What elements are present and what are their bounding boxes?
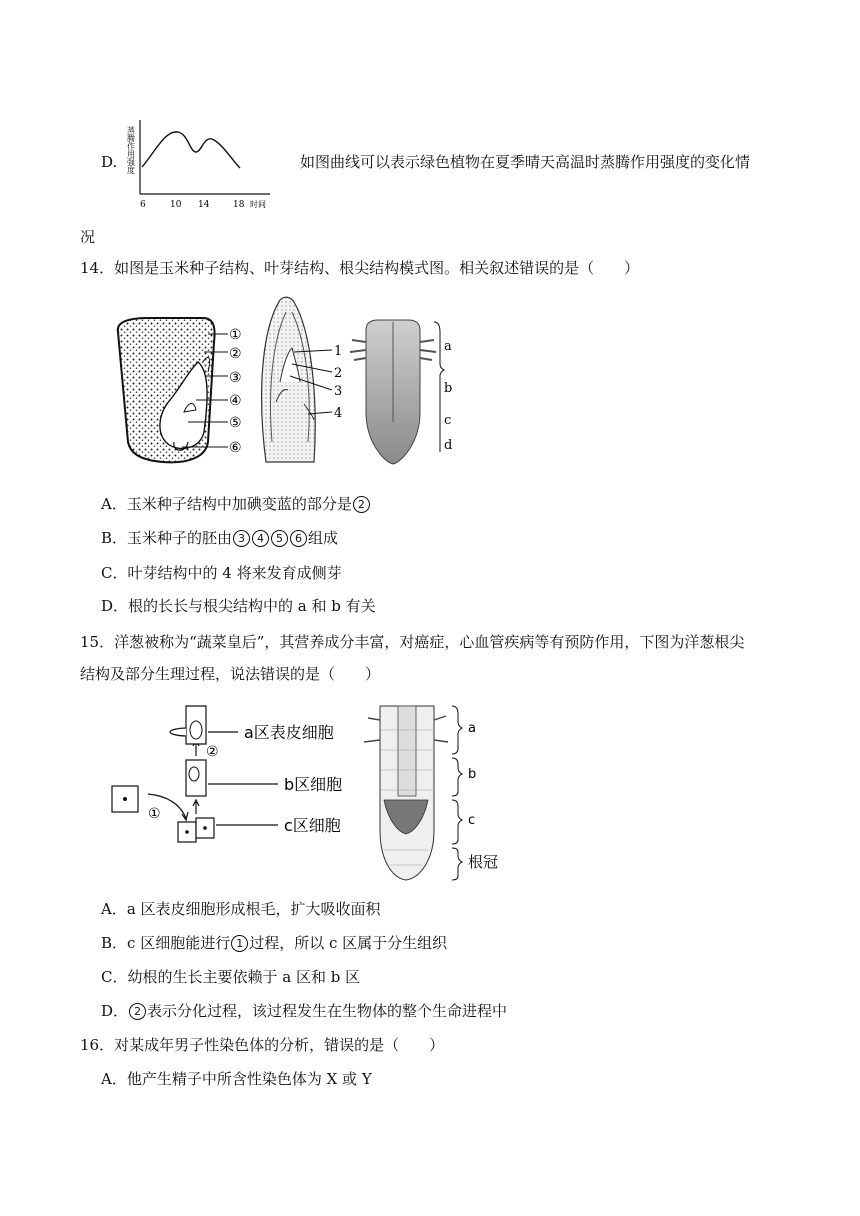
circled-number: 2 [129, 1003, 146, 1020]
q15-option-c [101, 967, 360, 987]
option-text: 组成 [308, 529, 339, 547]
zone-label-a: a [468, 721, 476, 736]
q13-option-d-text: 如图曲线可以表示绿色植物在夏季晴天高温时蒸腾作用强度的变化情 [300, 153, 751, 171]
option-key: D． [101, 1002, 129, 1020]
q15-stem-line2: 结构及部分生理过程，说法错误的是（ ） [80, 665, 381, 683]
option-key: A． [101, 495, 127, 513]
b-cell-label: b区细胞 [284, 775, 343, 794]
seed-label-1: ① [229, 327, 242, 343]
option-key: B． [101, 529, 128, 547]
root-label-c: c [444, 413, 452, 428]
q13-option-d-label: D. [101, 153, 118, 171]
option-key: B． [101, 934, 128, 952]
step1-label: ① [148, 806, 161, 822]
q15-stem-line1: 15．洋葱被称为“蔬菜皇后”，其营养成分丰富，对癌症，心血管疾病等有预防作用，下图为洋葱根尖 [80, 633, 745, 651]
q14-stem: 14．如图是玉米种子结构、叶芽结构、根尖结构模式图。相关叙述错误的是（ ） [80, 259, 640, 277]
option-text: 玉米种子结构中加碘变蓝的部分是 [126, 495, 352, 513]
graph-xtick-18: 18 [233, 200, 245, 210]
q15-figure [108, 700, 518, 886]
transpiration-curve [142, 132, 240, 168]
circled-number: 2 [353, 496, 370, 513]
option-key: C． [101, 564, 128, 582]
q15-option-a [101, 899, 381, 919]
q14-figure [108, 292, 458, 468]
seed-label-2: ② [229, 346, 242, 362]
seed-label-6: ⑥ [229, 440, 242, 456]
transpiration-graph [120, 112, 280, 212]
root-label-d: d [444, 438, 453, 453]
step2-label: ② [206, 744, 219, 760]
circled-number: 3 [233, 530, 250, 547]
graph-xtick-14: 14 [198, 200, 210, 210]
bud-label-1: 1 [334, 344, 343, 359]
option-text: 他产生精子中所含性染色体为 X 或 Y [126, 1070, 372, 1088]
graph-xtick-10: 10 [170, 200, 182, 210]
root-label-b: b [444, 381, 453, 396]
option-key: D． [101, 597, 129, 615]
option-key: C． [101, 968, 128, 986]
c-cell-label: c区细胞 [284, 816, 341, 835]
q16-stem: 16．对某成年男子性染色体的分析，错误的是（ ） [80, 1036, 445, 1054]
bud-label-4: 4 [334, 406, 343, 421]
q14-option-a [101, 494, 371, 514]
option-key: A． [101, 900, 127, 918]
option-text: 叶芽结构中的 4 将来发育成侧芽 [127, 564, 342, 582]
bud-label-2: 2 [334, 366, 343, 381]
root-tip-diagram [350, 320, 444, 464]
option-text: 表示分化过程，该过程发生在生物体的整个生命进程中 [147, 1002, 508, 1020]
circled-number: 6 [290, 530, 307, 547]
circled-number: 1 [231, 935, 248, 952]
graph-ylabel: 蒸腾作用强度 [126, 126, 136, 174]
q13-option-d-text-cont: 况 [80, 228, 96, 246]
option-text: 根的长长与根尖结构中的 a 和 b 有关 [128, 597, 376, 615]
q15-option-b [101, 933, 447, 953]
option-text: 幼根的生长主要依赖于 a 区和 b 区 [127, 968, 361, 986]
root-cap-label: 根冠 [468, 853, 499, 871]
option-text: c 区细胞能进行 [127, 934, 231, 952]
q14-option-b [101, 528, 338, 548]
corn-seed-diagram [118, 318, 228, 462]
seed-label-4: ④ [229, 393, 242, 409]
option-key: A． [101, 1070, 127, 1088]
leaf-bud-diagram [262, 297, 332, 462]
q14-option-c [101, 563, 342, 583]
q14-option-d [101, 596, 376, 616]
q16-option-a [101, 1069, 372, 1089]
option-text: a 区表皮细胞形成根毛，扩大吸收面积 [126, 900, 381, 918]
zone-label-c: c [468, 813, 476, 828]
seed-label-5: ⑤ [229, 415, 242, 431]
seed-label-3: ③ [229, 370, 242, 386]
onion-root-tip-diagram [364, 706, 462, 880]
option-text: 玉米种子的胚由 [127, 529, 233, 547]
bud-label-3: 3 [334, 384, 343, 399]
root-label-a: a [444, 339, 452, 354]
a-cell-label: a区表皮细胞 [244, 723, 334, 742]
circled-number: 5 [271, 530, 288, 547]
zone-label-b: b [468, 767, 477, 782]
option-text: 过程，所以 c 区属于分生组织 [249, 934, 448, 952]
graph-xlabel: 时间 [250, 200, 266, 209]
circled-number: 4 [252, 530, 269, 547]
graph-xtick-6: 6 [140, 200, 146, 210]
q15-option-d [101, 1001, 507, 1021]
